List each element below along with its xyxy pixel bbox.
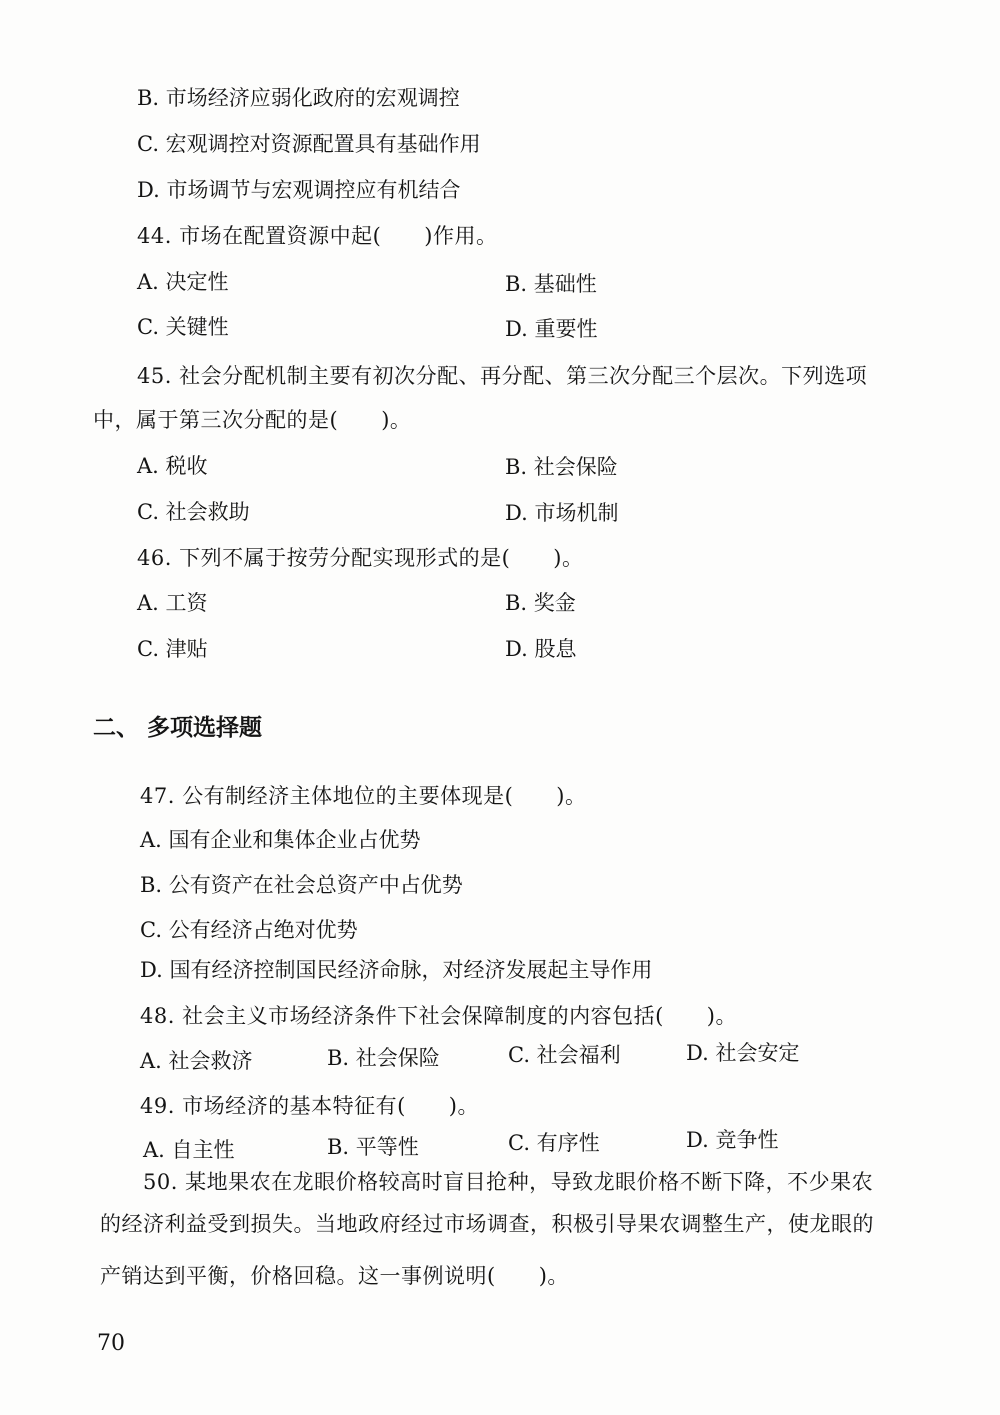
q48-option-c: C. 社会福利 (508, 1043, 621, 1067)
q45-option-d: D. 市场机制 (505, 501, 619, 525)
q47-option-c: C. 公有经济占绝对优势 (140, 918, 358, 942)
q46-option-a: A. 工资 (137, 591, 208, 615)
q48-option-d: D. 社会安定 (686, 1041, 800, 1065)
q46-option-b: B. 奖金 (505, 591, 576, 615)
q45-stem-line1: 45. 社会分配机制主要有初次分配、再分配、第三次分配三个层次。下列选项 (137, 364, 868, 388)
q48-option-b: B. 社会保险 (327, 1046, 440, 1070)
q50-stem-line3: 产销达到平衡，价格回稳。这一事例说明( )。 (100, 1264, 569, 1288)
q43-option-b: B. 市场经济应弱化政府的宏观调控 (137, 86, 460, 110)
q44-option-d: D. 重要性 (505, 317, 598, 341)
q47-stem: 47. 公有制经济主体地位的主要体现是( )。 (140, 784, 587, 808)
q49-stem: 49. 市场经济的基本特征有( )。 (140, 1094, 479, 1118)
q45-option-c: C. 社会救助 (137, 500, 250, 524)
q44-option-b: B. 基础性 (505, 272, 597, 296)
q44-stem: 44. 市场在配置资源中起( )作用。 (137, 224, 498, 248)
q46-option-c: C. 津贴 (137, 637, 208, 661)
q50-stem-line1: 50. 某地果农在龙眼价格较高时盲目抢种，导致龙眼价格不断下降，不少果农 (143, 1170, 874, 1194)
q44-option-c: C. 关键性 (137, 315, 229, 339)
q47-option-a: A. 国有企业和集体企业占优势 (140, 828, 421, 852)
q48-stem: 48. 社会主义市场经济条件下社会保障制度的内容包括( )。 (140, 1004, 737, 1028)
q44-option-a: A. 决定性 (137, 270, 229, 294)
q46-option-d: D. 股息 (505, 637, 577, 661)
q43-option-c: C. 宏观调控对资源配置具有基础作用 (137, 132, 481, 156)
q48-option-a: A. 社会救济 (140, 1049, 253, 1073)
section-heading: 二、 多项选择题 (93, 715, 263, 741)
q45-option-b: B. 社会保险 (505, 455, 618, 479)
q50-stem-line2: 的经济利益受到损失。当地政府经过市场调查，积极引导果农调整生产，使龙眼的 (100, 1212, 874, 1236)
page-number: 70 (97, 1331, 125, 1356)
q45-option-a: A. 税收 (137, 454, 208, 478)
q45-stem-line2: 中，属于第三次分配的是( )。 (93, 408, 412, 432)
q49-option-a: A. 自主性 (143, 1138, 235, 1162)
q47-option-b: B. 公有资产在社会总资产中占优势 (140, 873, 463, 897)
q47-option-d: D. 国有经济控制国民经济命脉，对经济发展起主导作用 (140, 958, 653, 982)
q43-option-d: D. 市场调节与宏观调控应有机结合 (137, 178, 461, 202)
q46-stem: 46. 下列不属于按劳分配实现形式的是( )。 (137, 546, 584, 570)
q49-option-c: C. 有序性 (508, 1131, 600, 1155)
q49-option-b: B. 平等性 (327, 1135, 419, 1159)
q49-option-d: D. 竞争性 (686, 1128, 779, 1152)
